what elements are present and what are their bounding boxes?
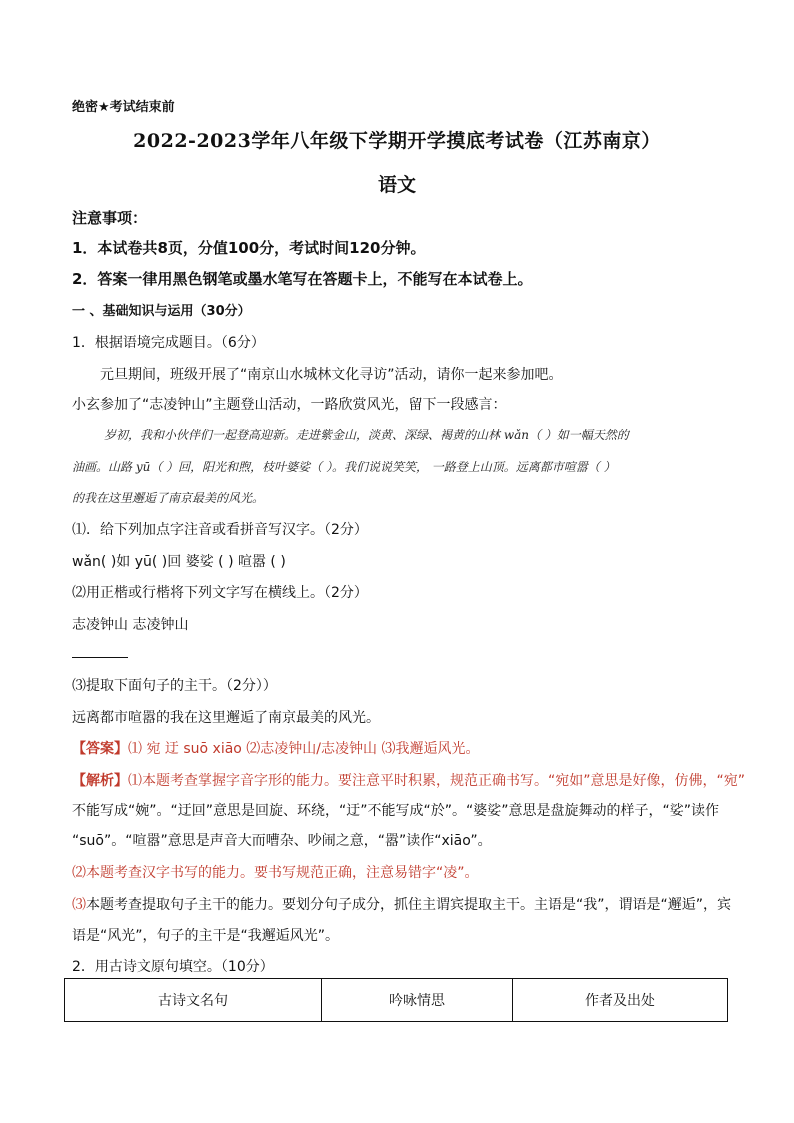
answer-line: [72, 657, 128, 658]
analysis-line-2: 不能写成“婉”。“迂回”意思是回旋、环绕，“迂”不能写成“於”。“婆娑”意思是盘旋舞动的样子，“娑”读作: [72, 803, 720, 819]
question-2-stem: 2．用古诗文原句填空。（10分）: [72, 959, 274, 975]
analysis-label: 【解析】: [72, 773, 128, 789]
analysis-line-1: [72, 770, 745, 790]
note-item-2: 2．答案一律用黑色钢笔或墨水笔写在答题卡上，不能写在本试卷上。: [72, 270, 533, 288]
analysis-text-1: ⑴本题考查掌握字音字形的能力。要注意平时积累，规范正确书写。“宛如”意思是好像，仿佛，“宛”: [128, 773, 746, 789]
sub-question-1: ⑴．给下列加点字注音或看拼音写汉字。（2分）: [72, 522, 368, 538]
analysis-text-5: 本题考查提取句子主干的能力。要划分句子成分，抓住主谓宾提取主干。主语是“我”，谓语是“邂逅”，宾: [86, 897, 732, 913]
table-header-row: [65, 979, 728, 1022]
passage-line-3: 的我在这里邂逅了南京最美的风光。: [72, 491, 265, 505]
notes-heading: 注意事项：: [72, 209, 148, 227]
analysis-text-5-lead: ⑶: [72, 897, 86, 913]
table-header-cell: 吟咏情思: [322, 979, 513, 1022]
sub-question-3: ⑶提取下面句子的主干。（2分））: [72, 678, 277, 694]
confidential-mark: 绝密★考试结束前: [72, 100, 175, 115]
note-item-1: 1．本试卷共8页，分值100分，考试时间120分钟。: [72, 239, 426, 257]
question-1-stem: 1．根据语境完成题目。（6分）: [72, 335, 265, 351]
passage-line-2: 油画。山路 yū（ ）回，阳光和煦，枝叶婆娑（ ）。我们说说笑笑， 一路登上山顶。远离都市喧嚣（ ）: [72, 460, 616, 474]
answer-label: 【答案】: [72, 741, 128, 757]
answer-text: ⑴ 宛 迂 suō xiāo ⑵志凌钟山/志凌钟山 ⑶我邂逅风光。: [128, 741, 480, 757]
sub-question-1-blanks: wǎn( )如 yū( )回 婆娑 ( ) 喧嚣 ( ): [72, 554, 286, 570]
analysis-line-4: ⑵本题考查汉字书写的能力。要书写规范正确，注意易错字“凌”。: [72, 865, 479, 881]
question-1-intro2: 小玄参加了“志凌钟山”主题登山活动，一路欣赏风光，留下一段感言：: [72, 397, 507, 413]
table-header-cell: 古诗文名句: [65, 979, 322, 1022]
passage-line-1: 岁初，我和小伙伴们一起登高迎新。走进紫金山，淡黄、深绿、褐黄的山林 wǎn（ ）如一幅天然的: [104, 428, 629, 442]
sub-question-2: ⑵用正楷或行楷将下列文字写在横线上。（2分）: [72, 585, 368, 601]
answer-block: [72, 738, 479, 758]
analysis-line-5: [72, 894, 731, 914]
analysis-line-3: “suō”。“喧嚣”意思是声音大而嘈杂、吵闹之意，“嚣”读作“xiāo”。: [72, 833, 492, 849]
table-header-cell: 作者及出处: [513, 979, 728, 1022]
question-1-intro: 元旦期间，班级开展了“南京山水城林文化寻访”活动，请你一起来参加吧。: [100, 367, 563, 383]
analysis-line-6: 语是“风光”，句子的主干是“我邂逅风光”。: [72, 928, 340, 944]
section-heading: 一 、基础知识与运用（30分）: [72, 304, 251, 319]
subject-title: 语文: [377, 174, 416, 196]
exam-title: 2022-2023学年八年级下学期开学摸底考试卷（江苏南京）: [133, 130, 661, 152]
sub-question-2-text: 志凌钟山 志凌钟山: [72, 617, 189, 633]
poem-table: [64, 978, 728, 1022]
sub-question-3-sentence: 远离都市喧嚣的我在这里邂逅了南京最美的风光。: [72, 710, 380, 726]
